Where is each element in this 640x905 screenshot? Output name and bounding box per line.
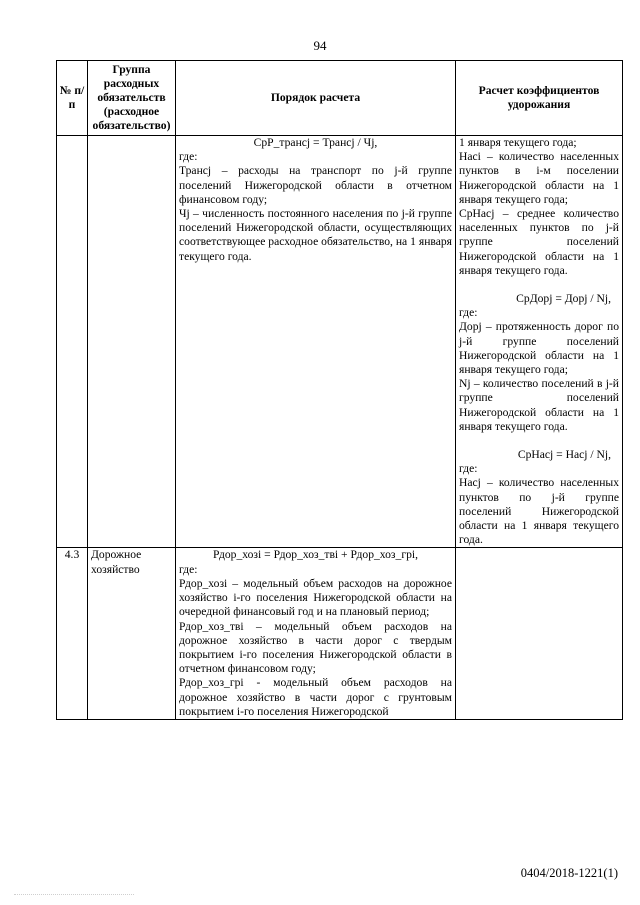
formula: СрНасj = Насj / Nj,: [517, 448, 611, 462]
header-calc: Расчет коэффициентов удорожания: [456, 61, 623, 136]
definition: Nj – количество поселений в j-й группе поселений Нижегородской области на 1 января текущего года.: [459, 377, 619, 433]
header-group: Группа расходных обязательств (расходное обязательство): [88, 61, 176, 136]
table-row: [57, 136, 623, 548]
table-row: [57, 548, 623, 719]
row1-group: [88, 136, 176, 548]
calculation-table: [56, 60, 623, 720]
definition: Насj – количество населенных пунктов по j-й группе поселений Нижегородской области на 1 января текущего года.: [459, 476, 619, 547]
definition: Трансj – расходы на транспорт по j-й группе поселений Нижегородской области в отчетном финансовом году;: [179, 164, 452, 206]
formula: Рдор_хозi = Рдор_хоз_твi + Рдор_хоз_грi,: [212, 548, 418, 562]
scan-artifact: [14, 894, 134, 899]
definition: 1 января текущего года;: [459, 136, 577, 149]
definition: Дорj – протяженность дорог по j-й группе поселений Нижегородской области на 1 января текущего года;: [459, 320, 619, 377]
row2-calc: [456, 548, 623, 719]
definition: Рдор_хоз_грi - модельный объем расходов на дорожное хозяйство в части дорог с грунтовым покрытием i-го поселения Нижегородской: [179, 676, 452, 718]
definition: Насi – количество населенных пунктов в i-м поселении Нижегородской области на 1 января текущего года;: [459, 150, 619, 206]
row1-order: [176, 136, 456, 548]
row1-calc: [456, 136, 623, 548]
header-num: № п/п: [57, 61, 88, 136]
row2-num: 4.3: [57, 548, 88, 719]
definition: Рдор_хозi – модельный объем расходов на дорожное хозяйство i-го поселения Нижегородской области на очередной финансовый год и на плановый период;: [179, 576, 452, 619]
row1-num: [57, 136, 88, 548]
row2-group: Дорожное хозяйство: [88, 548, 176, 719]
formula: СрР_трансj = Трансj / Чj,: [253, 136, 378, 149]
page-number: 94: [313, 38, 327, 53]
table-header-row: [57, 61, 623, 136]
row2-order: [176, 548, 456, 719]
definition: Чj – численность постоянного населения по j-й группе поселений Нижегородской области, осуществляющих соответствующее расходное обязательство, на 1 января текущего года.: [179, 207, 452, 263]
where-label: где:: [179, 562, 198, 576]
where-label: где:: [459, 306, 478, 320]
definition: СрНасj – среднее количество населенных пунктов по j-й группе поселений Нижегородской области на 1 января текущего года.: [459, 207, 619, 277]
where-label: где:: [179, 150, 198, 164]
definition: Рдор_хоз_твi – модельный объем расходов на дорожное хозяйство в части дорог с твердым покрытием i-го поселения Нижегородской области в отчетном финансовом году;: [179, 619, 452, 676]
where-label: где:: [459, 462, 478, 476]
formula: СрДорj = Дорj / Nj,: [516, 292, 611, 306]
document-code: 0404/2018-1221(1): [520, 866, 618, 880]
header-order: Порядок расчета: [176, 61, 456, 136]
